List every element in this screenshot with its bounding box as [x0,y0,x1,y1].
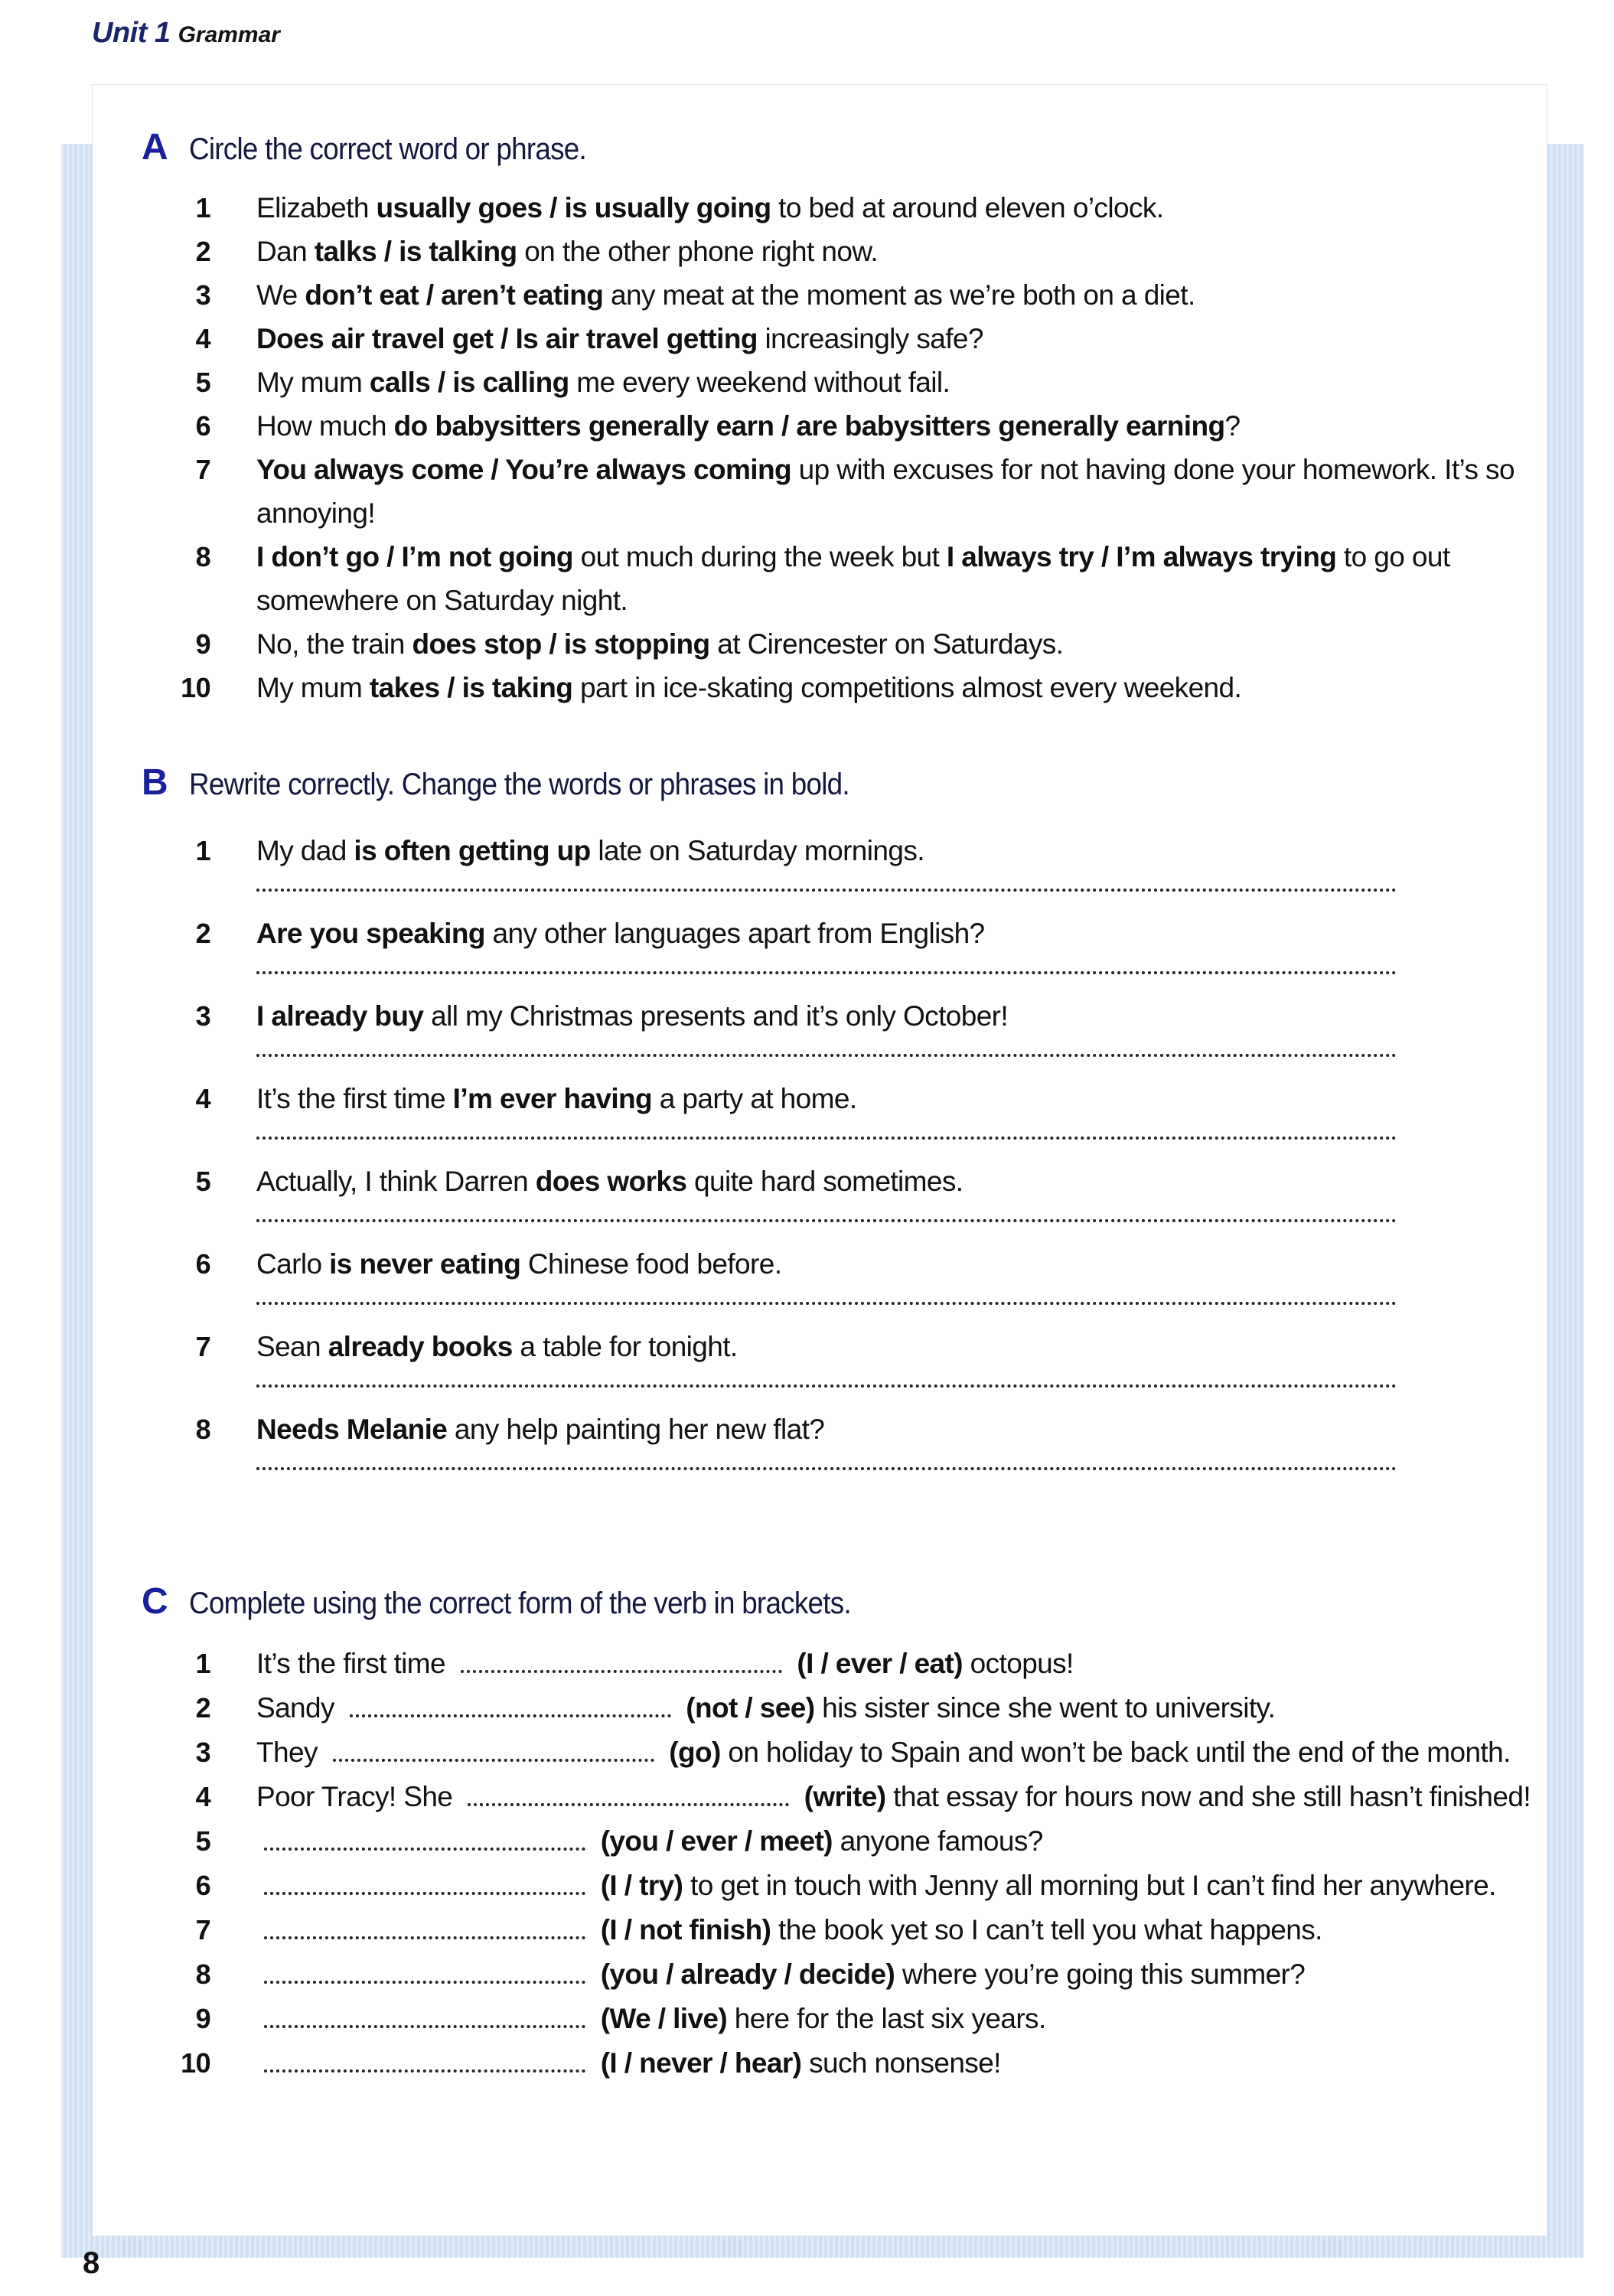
bold-phrase: (write) [804,1781,886,1812]
item-text [256,1409,1534,1450]
item-text [256,996,1534,1037]
text-fragment [593,1914,601,1945]
item-number: 4 [195,323,210,354]
bold-phrase: (I / not finish) [600,1914,771,1945]
exercise-item [142,1642,1504,1686]
answer-blank[interactable] [264,1870,585,1895]
text-fragment: his sister since she went to university. [814,1692,1276,1724]
text-fragment: on holiday to Spain and won’t be back until the end of the month. [720,1737,1511,1768]
answer-line[interactable] [256,1467,1397,1470]
exercise-item [142,1161,1504,1202]
item-text [256,1864,1534,1908]
text-fragment: ? [1224,410,1241,442]
exercise-item [142,448,1515,535]
text-fragment: Sandy [256,1692,342,1724]
text-fragment: the book yet so I can’t tell you what happens. [771,1914,1322,1945]
exercise-item [142,1326,1504,1368]
bold-phrase: (I / never / hear) [600,2047,802,2079]
text-fragment: on the other phone right now. [517,236,879,267]
item-text [256,360,1534,404]
item-text [256,1686,1534,1730]
item-text [256,535,1534,622]
text-fragment: It’s the first time [256,1648,453,1679]
section-header [142,762,1504,807]
unit-label: Unit 1 [92,17,171,49]
answer-blank[interactable] [264,1915,585,1939]
text-fragment: Sean [256,1331,328,1362]
text-fragment: a party at home. [652,1083,857,1114]
answer-line[interactable] [256,1384,1397,1388]
text-fragment: My mum [256,367,370,398]
text-fragment: No, the train [256,628,412,660]
text-fragment: Poor Tracy! She [256,1781,460,1812]
item-text [256,273,1534,317]
item-number: 3 [195,1737,210,1768]
item-number: 2 [195,1692,210,1724]
text-fragment: It’s the first time [256,1083,453,1114]
item-text [256,1952,1534,1997]
bold-phrase: I’m ever having [452,1083,653,1114]
exercise-item [142,404,1504,448]
item-text [256,404,1534,448]
text-fragment: Carlo [256,1248,330,1280]
section-a [142,126,1515,709]
bold-phrase: (not / see) [686,1692,815,1724]
text-fragment: to bed at around eleven o’clock. [771,192,1164,223]
item-number: 9 [195,628,210,660]
exercise-item [142,273,1504,317]
text-fragment: any meat at the moment as we’re both on a diet. [603,279,1195,311]
bold-phrase[interactable]: Does air travel get / Is air travel getting [256,323,758,354]
answer-blank[interactable] [461,1649,782,1673]
item-number: 8 [195,1958,210,1990]
exercise-item [142,913,1504,954]
exercise-item [142,317,1504,360]
text-fragment: We [256,279,305,311]
bold-phrase: (I / ever / eat) [797,1648,963,1679]
item-text [256,1730,1534,1775]
exercise-item [142,535,1504,622]
item-text [256,1819,1534,1864]
item-number: 3 [195,279,210,311]
text-fragment [593,1825,601,1857]
exercise-item [142,666,1504,709]
item-number: 5 [195,1825,210,1857]
bold-phrase: does works [535,1166,687,1197]
item-number: 10 [181,672,210,703]
text-fragment: Dan [256,236,315,267]
item-text [256,1078,1534,1120]
text-fragment: Elizabeth [256,192,377,223]
exercise-item [142,622,1504,666]
exercise-item [142,1775,1531,1819]
text-fragment: quite hard sometimes. [686,1166,964,1197]
section-letter: A [142,127,168,168]
bold-phrase[interactable]: calls / is calling [369,367,569,398]
text-fragment: Chinese food before. [520,1248,782,1280]
item-text [256,1161,1534,1202]
item-number: 2 [195,236,210,267]
item-text [256,2041,1534,2086]
section-header [142,126,1504,172]
bold-phrase[interactable]: usually goes / is usually going [376,192,771,223]
bold-phrase: (We / live) [600,2003,728,2034]
item-number: 4 [195,1781,210,1812]
text-fragment [797,1781,804,1812]
text-fragment [593,2047,601,2079]
answer-blank[interactable] [264,2048,585,2073]
item-text [256,666,1534,709]
exercise-item [142,1409,1504,1450]
bold-phrase: (you / already / decide) [600,1958,895,1990]
text-fragment [662,1737,670,1768]
bold-phrase: Are you speaking [256,918,485,949]
section-instruction: Complete using the correct form of the verb in brackets. [189,1587,851,1620]
bold-phrase[interactable]: don’t eat / aren’t eating [305,279,604,311]
exercise-item [142,1864,1504,1908]
bold-phrase: (go) [669,1737,721,1768]
exercise-item [142,1819,1504,1864]
answer-line[interactable] [256,889,1397,892]
answer-line[interactable] [256,1054,1397,1057]
item-number: 1 [195,1648,210,1679]
answer-line[interactable] [256,1137,1397,1140]
item-text [256,230,1534,273]
item-number: 2 [195,918,210,949]
item-text [256,448,1534,535]
text-fragment: any help painting her new flat? [447,1414,825,1445]
exercise-list [142,830,1504,1470]
bold-phrase[interactable]: I don’t go / I’m not going [256,541,573,572]
exercise-list [142,186,1515,709]
answer-line[interactable] [256,1219,1397,1222]
exercise-list [142,1642,1531,2086]
exercise-item [142,186,1504,230]
item-number: 3 [195,1000,210,1032]
answer-blank[interactable] [264,1826,585,1851]
text-fragment: any other languages apart from English? [484,918,985,949]
text-fragment: Actually, I think Darren [256,1166,536,1197]
exercise-item [142,230,1504,273]
text-fragment [593,1958,601,1990]
text-fragment: My dad [256,835,354,866]
text-fragment: late on Saturday mornings. [590,835,924,866]
text-fragment: where you’re going this summer? [895,1958,1306,1990]
exercise-item [142,996,1504,1037]
text-fragment [679,1692,686,1724]
section-instruction: Circle the correct word or phrase. [189,132,587,166]
exercise-item [142,1078,1504,1120]
item-number: 6 [195,410,210,442]
section-c [142,1580,1531,2086]
exercise-item [142,1952,1504,1997]
text-fragment: up with excuses for not having done your homework. It’s so annoying! [256,454,1515,529]
item-number: 10 [181,2047,210,2079]
answer-line[interactable] [256,971,1397,974]
text-fragment: such nonsense! [801,2047,1001,2079]
item-number: 7 [195,454,210,485]
text-fragment: octopus! [962,1648,1074,1679]
item-number: 7 [195,1914,210,1945]
item-text [256,830,1534,872]
answer-blank[interactable] [350,1693,671,1717]
exercise-item [142,830,1504,872]
section-header [142,1580,1504,1626]
bold-phrase: (I / try) [600,1870,683,1901]
answer-line[interactable] [256,1302,1397,1305]
text-fragment: that essay for hours now and she still hasn’t finished! [885,1781,1531,1812]
text-fragment: at Cirencester on Saturdays. [709,628,1064,660]
bold-phrase[interactable]: I always try / I’m always trying [946,541,1337,572]
bold-phrase: is never eating [329,1248,521,1280]
item-text [256,913,1534,954]
text-fragment: out much during the week but [572,541,947,572]
text-fragment [790,1648,797,1679]
answer-blank[interactable] [264,1959,585,1984]
bold-phrase: is often getting up [354,835,591,866]
text-fragment: to go out somewhere on Saturday night. [256,541,1450,616]
answer-blank[interactable] [333,1737,654,1762]
item-number: 8 [195,541,210,572]
text-fragment: increasingly safe? [757,323,983,354]
exercise-item [142,1908,1504,1952]
item-number: 1 [195,192,210,223]
text-fragment: They [256,1737,325,1768]
item-number: 5 [195,1166,210,1197]
item-text [256,1326,1534,1368]
item-number: 8 [195,1414,210,1445]
item-number: 5 [195,367,210,398]
bold-phrase[interactable]: do babysitters generally earn / are babysitters generally earning [393,410,1225,442]
exercise-item [142,2041,1504,2086]
item-number: 9 [195,2003,210,2034]
text-fragment: a table for tonight. [512,1331,738,1362]
item-number: 6 [195,1870,210,1901]
page-number: 8 [83,2246,100,2280]
item-number: 4 [195,1083,210,1114]
item-number: 6 [195,1248,210,1280]
bold-phrase: Needs Melanie [256,1414,448,1445]
item-text [256,1642,1534,1686]
item-text [256,1775,1534,1819]
section-letter: B [142,762,168,803]
text-fragment: me every weekend without fail. [569,367,950,398]
exercise-item [142,1997,1504,2041]
item-text [256,317,1534,360]
page-header [92,17,280,50]
item-number: 1 [195,835,210,866]
bold-phrase: I already buy [256,1000,424,1032]
item-number: 7 [195,1331,210,1362]
bold-phrase[interactable]: talks / is talking [314,236,517,267]
text-fragment: part in ice-skating competitions almost every weekend. [572,672,1242,703]
text-fragment [593,2003,601,2034]
item-text [256,622,1534,666]
exercise-item [142,1686,1504,1730]
item-text [256,1997,1534,2041]
answer-blank[interactable] [264,2004,585,2028]
text-fragment: My mum [256,672,370,703]
item-text [256,186,1534,230]
text-fragment: anyone famous? [832,1825,1043,1857]
item-text [256,1908,1534,1952]
bold-phrase[interactable]: does stop / is stopping [412,628,710,660]
section-b [142,762,1504,1492]
section-instruction: Rewrite correctly. Change the words or phrases in bold. [189,768,849,801]
text-fragment: here for the last six years. [727,2003,1046,2034]
text-fragment: How much [256,410,394,442]
bold-phrase[interactable]: takes / is taking [369,672,573,703]
exercise-item [142,1244,1504,1285]
bold-phrase: already books [328,1331,513,1362]
bold-phrase: (you / ever / meet) [600,1825,833,1857]
text-fragment [593,1870,601,1901]
item-text [256,1244,1534,1285]
bold-phrase[interactable]: You always come / You’re always coming [256,454,791,485]
exercise-item [142,1730,1511,1775]
section-letter: C [142,1581,168,1622]
exercise-item [142,360,1504,404]
topic-label: Grammar [178,22,280,47]
text-fragment: to get in touch with Jenny all morning but I can’t find her anywhere. [683,1870,1496,1901]
text-fragment: all my Christmas presents and it’s only October! [423,1000,1009,1032]
answer-blank[interactable] [468,1782,789,1806]
